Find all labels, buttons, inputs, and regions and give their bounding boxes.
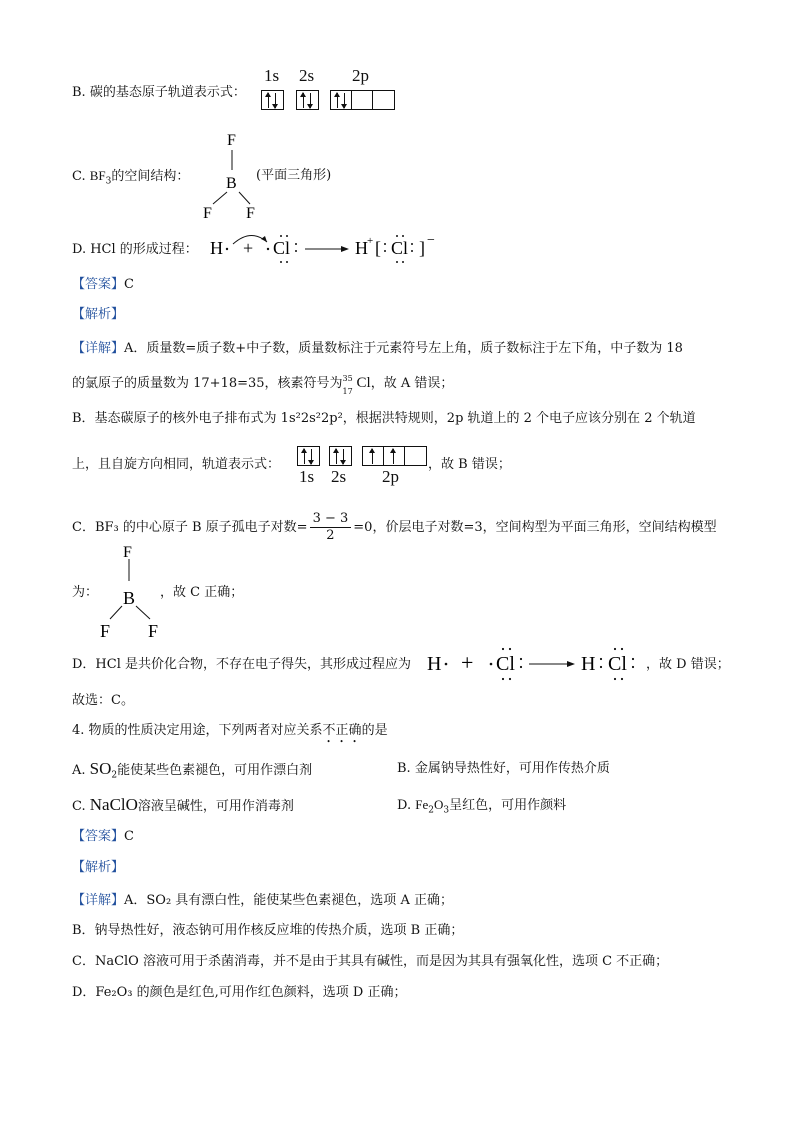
hcl-formation-correct xyxy=(425,640,650,686)
orbital-2p-correct xyxy=(362,446,427,466)
q3-analysis-tag: 【解析】 xyxy=(72,307,125,322)
svg-text:H: H xyxy=(210,238,223,258)
bf3-structure xyxy=(195,128,265,223)
hcl-formation-wrong xyxy=(205,222,455,268)
label-1s-correct: 1s xyxy=(299,467,315,486)
q4-option-b: B. 金属钠导热性好，可用作传热介质 xyxy=(397,761,610,776)
svg-text:+: + xyxy=(367,235,374,247)
q3-conclusion: 故选：C。 xyxy=(72,693,134,708)
svg-text:B: B xyxy=(226,175,237,192)
svg-text:Cl: Cl xyxy=(496,653,515,675)
svg-text:F: F xyxy=(246,205,255,222)
svg-text:H: H xyxy=(427,653,442,675)
q4-detail-c: C．NaClO 溶液可用于杀菌消毒，并不是由于其具有碱性，而是因为其具有强氧化性，选项 C 不正确； xyxy=(72,954,669,969)
option-b-line: B. 碳的基态原子轨道表示式： xyxy=(72,85,246,100)
label-2p: 2p xyxy=(352,66,369,85)
q4-analysis-tag: 【解析】 xyxy=(72,860,125,875)
q3-detail-d1: D．HCl 是共价化合物，不存在电子得失，其形成过程应为 xyxy=(72,657,411,672)
svg-text:H: H xyxy=(355,238,368,258)
svg-text:F: F xyxy=(148,621,159,641)
svg-text:F: F xyxy=(203,205,212,222)
svg-text:[: [ xyxy=(375,238,381,258)
q4-option-d: D. $Fe_2O_3$呈红色，可用作颜料 xyxy=(397,797,567,816)
q3-detail-c2-end: ，故 C 正确； xyxy=(160,585,244,600)
svg-text:B: B xyxy=(123,588,136,608)
orbital-1s-correct xyxy=(297,446,320,466)
svg-text:Cl: Cl xyxy=(273,238,291,258)
q4-stem: 4. 物质的性质决定用途，下列两者对应关系不正确的是 xyxy=(72,723,388,738)
q3-detail-a1: 【详解】A．质量数=质子数+中子数，质量数标注于元素符号左上角，质子数标注于左下角，中子数为 18 xyxy=(72,341,683,356)
svg-text:]: ] xyxy=(419,238,425,258)
q3-detail-c1: C．BF₃ 的中心原子 B 原子孤电子对数= $\frac{3 - 3}{2}$ =0，价层电子对数=3，空间构型为平面三角形，空间结构模型 xyxy=(72,511,717,543)
orbital-2s xyxy=(296,90,319,110)
q3-detail-d1-end: ，故 D 错误； xyxy=(646,657,730,672)
q3-answer: 【答案】C xyxy=(72,277,134,292)
label-2s-correct: 2s xyxy=(331,467,347,486)
label-1s: 1s xyxy=(264,66,280,85)
q4-option-a: A. $SO_2$能使某些色素褪色，可用作漂白剂 xyxy=(72,759,313,781)
svg-text:Cl: Cl xyxy=(391,238,409,258)
option-d-line: D. HCl 的形成过程： xyxy=(72,242,198,257)
q4-option-c: C. NaClO溶液呈碱性，可用作消毒剂 xyxy=(72,795,294,814)
option-c-line: C. $BF_3$的空间结构： xyxy=(72,168,190,187)
orbital-1s xyxy=(261,90,284,110)
q3-detail-c2: 为： xyxy=(72,585,99,600)
svg-text:+: + xyxy=(461,650,474,675)
label-2p-correct: 2p xyxy=(382,467,399,486)
q4-detail-d: D．Fe₂O₃ 的颜色是红色,可用作红色颜料，选项 D 正确； xyxy=(72,985,407,1000)
svg-text:F: F xyxy=(227,132,236,149)
q3-detail-b1: B．基态碳原子的核外电子排布式为 1s²2s²2p²，根据洪特规则，2p 轨道上的 2 个电子应该分别在 2 个轨道 xyxy=(72,411,696,426)
svg-text:Cl: Cl xyxy=(608,653,627,675)
q3-detail-b2-end: ，故 B 错误； xyxy=(428,457,511,472)
orbital-2p xyxy=(330,90,395,110)
q3-detail-a2: 的氯原子的质量数为 17+18=35，核素符号为 35 17 Cl，故 A 错误； xyxy=(72,374,454,396)
q4-detail-b: B．钠导热性好，液态钠可用作核反应堆的传热介质，选项 B 正确； xyxy=(72,923,464,938)
svg-text:−: − xyxy=(427,233,435,248)
q4-detail-a: 【详解】A．SO₂ 具有漂白性，能使某些色素褪色，选项 A 正确； xyxy=(72,893,453,908)
q4-answer: 【答案】C xyxy=(72,829,134,844)
svg-text:+: + xyxy=(243,238,254,258)
svg-text:F: F xyxy=(100,621,111,641)
shape-note: (平面三角形) xyxy=(256,168,332,183)
svg-text:H: H xyxy=(581,653,596,675)
q3-detail-b2: 上，且自旋方向相同，轨道表示式： xyxy=(72,457,281,472)
svg-text:F: F xyxy=(123,544,132,561)
orbital-2s-correct xyxy=(329,446,352,466)
label-2s: 2s xyxy=(299,66,315,85)
